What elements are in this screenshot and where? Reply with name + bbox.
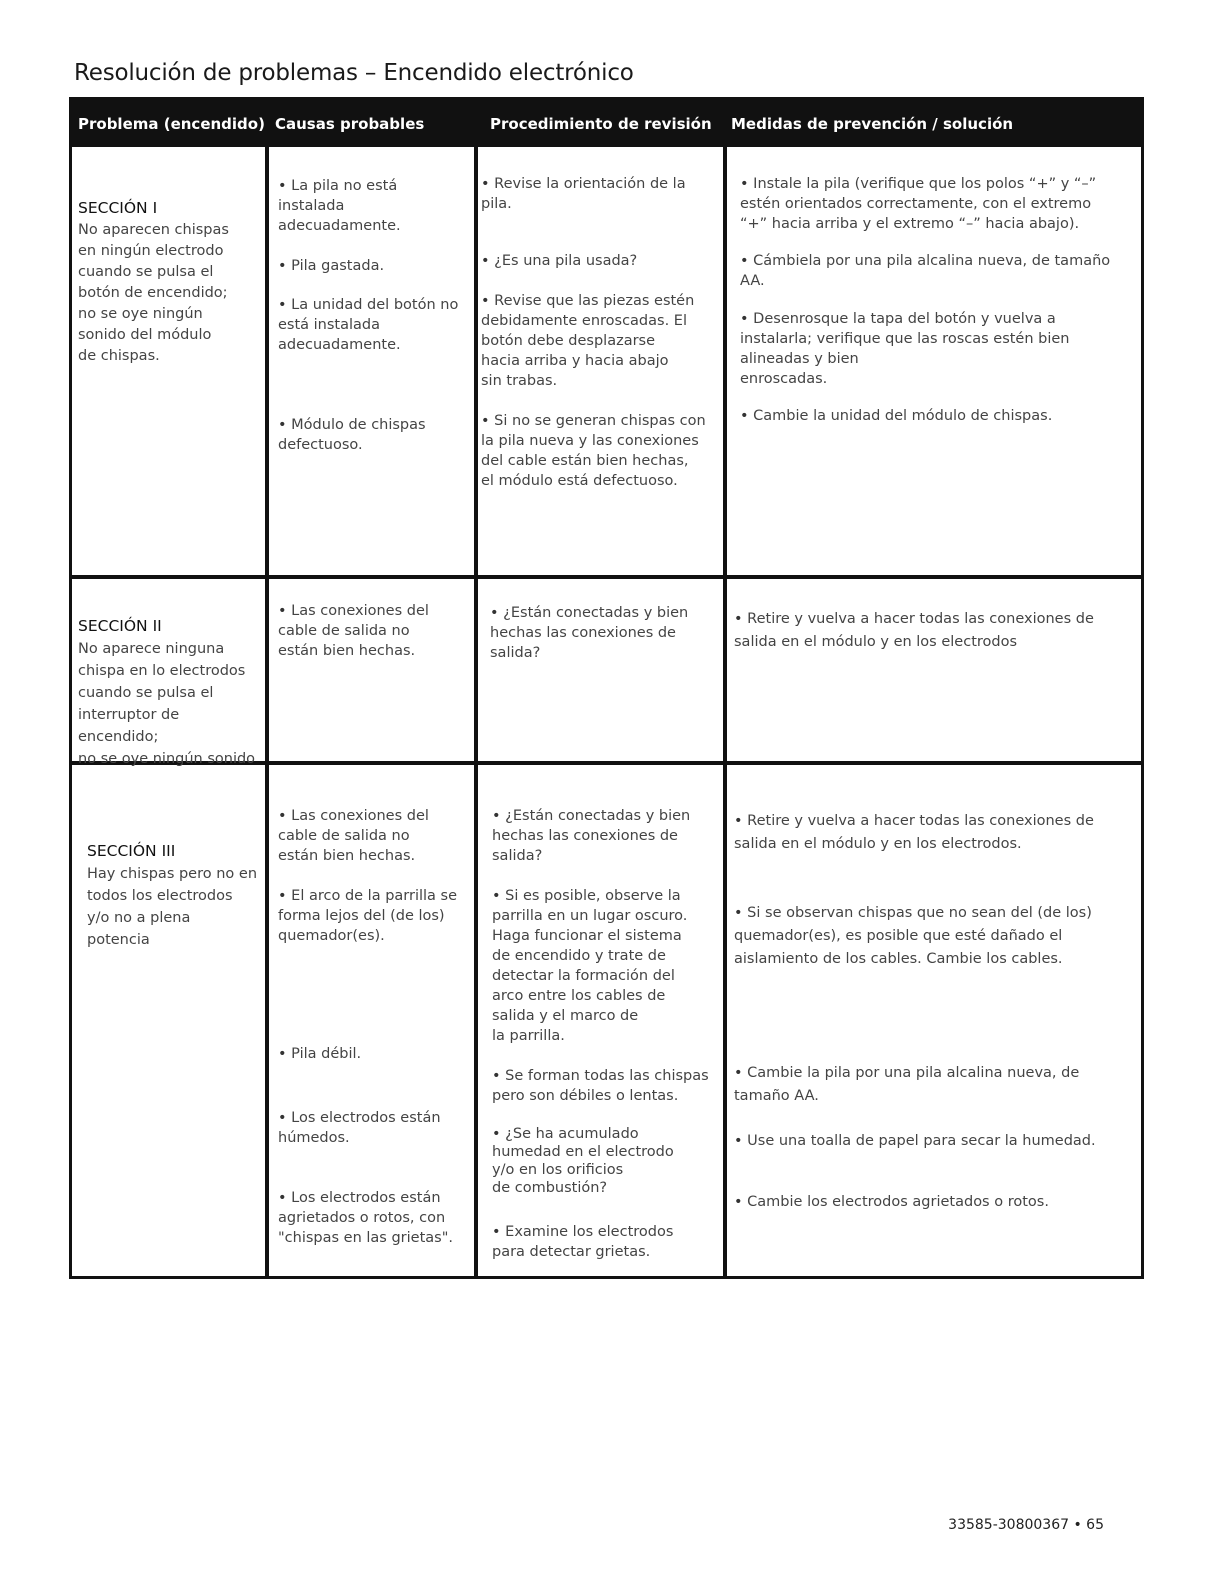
header-procedure: Procedimiento de revisión xyxy=(478,100,724,147)
section-3-cause: • Las conexiones del cable de salida no están bien hechas. xyxy=(278,806,429,866)
section-1-check: • Revise que las piezas estén debidamente enroscadas. El botón debe desplazarse hacia arriba y hacia abajo sin trabas. xyxy=(481,291,694,391)
section-3-solution: • Si se observan chispas que no sean del (de los) quemador(es), es posible que esté dañado el aislamiento de los cables. Cambie los cables. xyxy=(734,902,1092,971)
section-1-cause: • Módulo de chispas defectuoso. xyxy=(278,415,426,455)
section-3-solution: • Retire y vuelva a hacer todas las conexiones de salida en el módulo y en los electrodos. xyxy=(734,810,1094,856)
section-3-check: • Examine los electrodos para detectar grietas. xyxy=(492,1222,673,1262)
section-3-check: • Si es posible, observe la parrilla en un lugar oscuro. Haga funcionar el sistema de encendido y trate de detectar la formación del arco entre los cables de salida y el marco de la parrilla. xyxy=(492,886,687,1046)
section-3-check: • Se forman todas las chispas pero son débiles o lentas. xyxy=(492,1066,709,1106)
section-2-problem xyxy=(78,593,264,770)
section-3-solution: • Cambie los electrodos agrietados o rotos. xyxy=(734,1192,1049,1212)
section-3-problem xyxy=(87,818,267,951)
section-1-cause: • La pila no está instalada adecuadamente. xyxy=(278,176,401,236)
section-3-solution: • Use una toalla de papel para secar la humedad. xyxy=(734,1131,1096,1151)
section-3-check: • ¿Se ha acumulado humedad en el electrodo y/o en los orificios de combustión? xyxy=(492,1125,674,1197)
section-3-cause: • Pila débil. xyxy=(278,1044,361,1064)
row-divider xyxy=(72,575,1141,579)
section-3-label: SECCIÓN III xyxy=(87,842,176,860)
section-3-cause: • Los electrodos están húmedos. xyxy=(278,1108,441,1148)
section-1-solution: • Cámbiela por una pila alcalina nueva, de tamaño AA. xyxy=(740,251,1110,291)
section-2-cause: • Las conexiones del cable de salida no están bien hechas. xyxy=(278,601,429,661)
header-problem: Problema (encendido) xyxy=(72,100,265,147)
section-3-description: Hay chispas pero no en todos los electrodos y/o no a plena potencia xyxy=(87,866,258,948)
section-1-label: SECCIÓN I xyxy=(78,199,158,217)
page-title: Resolución de problemas – Encendido electrónico xyxy=(74,60,634,86)
section-1-cause: • La unidad del botón no está instalada adecuadamente. xyxy=(278,295,458,355)
section-3-solution: • Cambie la pila por una pila alcalina nueva, de tamaño AA. xyxy=(734,1062,1079,1108)
section-1-solution: • Cambie la unidad del módulo de chispas. xyxy=(740,406,1052,426)
section-1-check: • Revise la orientación de la pila. xyxy=(481,174,686,214)
section-1-solution: • Desenrosque la tapa del botón y vuelva a instalarla; verifique que las roscas estén bien alineadas y bien enroscadas. xyxy=(740,309,1070,389)
section-2-label: SECCIÓN II xyxy=(78,617,162,635)
column-divider xyxy=(723,100,727,1276)
column-divider xyxy=(474,100,478,1276)
section-1-description: No aparecen chispas en ningún electrodo cuando se pulsa el botón de encendido; no se oye ningún sonido del módulo de chispas. xyxy=(78,222,229,364)
section-3-cause: • El arco de la parrilla se forma lejos del (de los) quemador(es). xyxy=(278,886,457,946)
section-1-problem xyxy=(78,177,258,367)
header-solutions: Medidas de prevención / solución xyxy=(727,100,1141,147)
section-1-check: • ¿Es una pila usada? xyxy=(481,251,637,271)
section-3-cause: • Los electrodos están agrietados o rotos, con "chispas en las grietas". xyxy=(278,1188,453,1248)
section-1-check: • Si no se generan chispas con la pila nueva y las conexiones del cable están bien hechas, el módulo está defectuoso. xyxy=(481,411,706,491)
section-1-cause: • Pila gastada. xyxy=(278,256,384,276)
troubleshooting-table xyxy=(69,97,1144,1279)
section-3-check: • ¿Están conectadas y bien hechas las conexiones de salida? xyxy=(492,806,690,866)
section-2-description: No aparece ninguna chispa en lo electrodos cuando se pulsa el interruptor de encendido; no se oye ningún sonido xyxy=(78,641,256,767)
section-2-solution: • Retire y vuelva a hacer todas las conexiones de salida en el módulo y en los electrodos xyxy=(734,608,1094,654)
column-divider xyxy=(265,100,269,1276)
section-2-check: • ¿Están conectadas y bien hechas las conexiones de salida? xyxy=(490,603,688,663)
section-1-solution: • Instale la pila (verifique que los polos “+” y “–” estén orientados correctamente, con el extremo “+” hacia arriba y el extremo “–” hacia abajo). xyxy=(740,174,1096,234)
page-number: 33585-30800367 • 65 xyxy=(948,1517,1104,1533)
header-causes: Causas probables xyxy=(269,100,474,147)
